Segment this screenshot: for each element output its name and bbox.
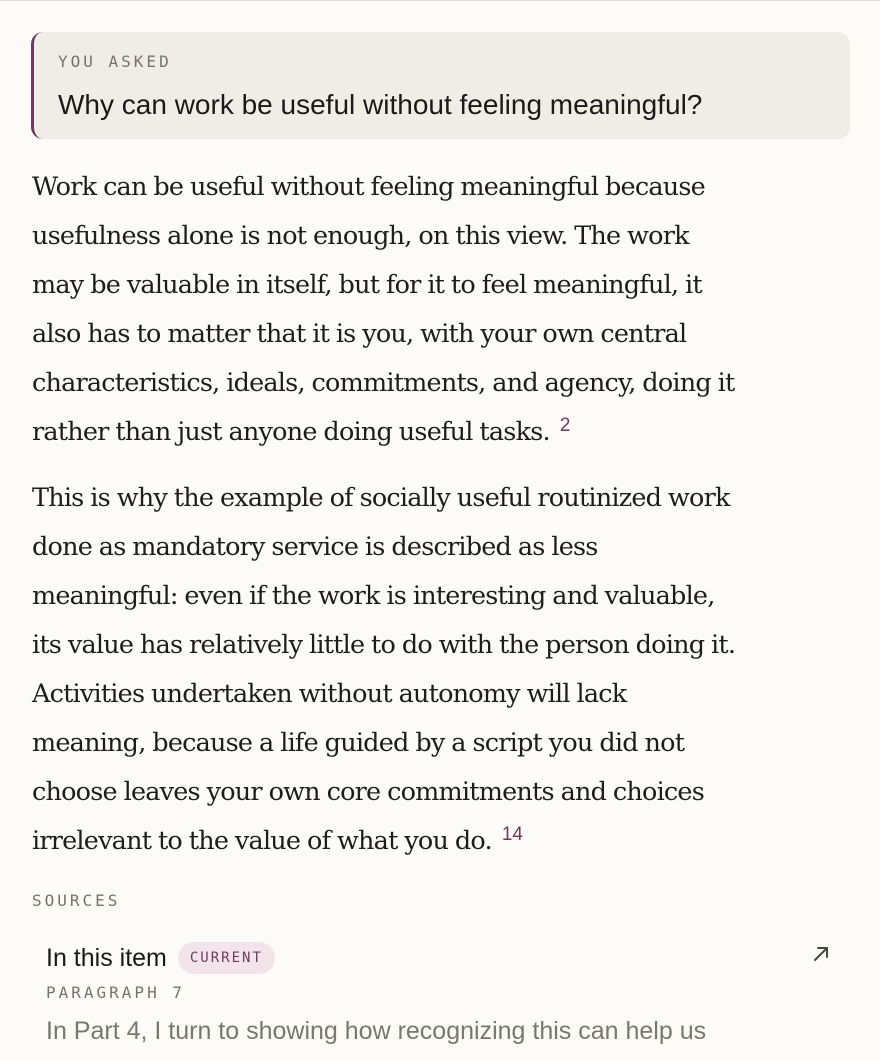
paragraph-reference: PARAGRAPH 7 [46, 983, 185, 1002]
answer-line: characteristics, ideals, commitments, and agency, doing it [32, 368, 735, 398]
source-card[interactable] [31, 926, 850, 1060]
answer-line: usefulness alone is not enough, on this view. The work [32, 221, 689, 251]
answer-line: done as mandatory service is described as less [32, 532, 598, 562]
answer-line: may be valuable in itself, but for it to feel meaningful, it [32, 270, 702, 300]
answer-line: also has to matter that it is you, with your own central [32, 319, 687, 349]
answer-paragraph-1 [32, 163, 864, 457]
answer-line: its value has relatively little to do with the person doing it. [32, 630, 736, 660]
question-label: YOU ASKED [58, 52, 172, 71]
answer-line: meaning, because a life guided by a script you did not [32, 728, 685, 758]
answer-line-text: irrelevant to the value of what you do. [32, 826, 492, 856]
citation-link[interactable]: 2 [559, 414, 571, 436]
answer-line: Work can be useful without feeling meaningful because [32, 172, 705, 202]
answer-line: This is why the example of socially useful routinized work [32, 483, 730, 513]
arrow-up-right-icon[interactable] [809, 942, 833, 966]
citation-link[interactable]: 14 [501, 823, 523, 845]
sources-label: SOURCES [32, 891, 121, 910]
top-divider [0, 0, 880, 1]
answer-line: meaningful: even if the work is interesting and valuable, [32, 581, 715, 611]
question-card [31, 32, 850, 139]
source-snippet: In Part 4, I turn to showing how recognizing this can help us [46, 1017, 707, 1045]
answer-paragraph-2 [32, 474, 864, 866]
source-title-row [46, 942, 275, 974]
answer-line-last [32, 408, 864, 457]
answer-line: Activities undertaken without autonomy will lack [32, 679, 627, 709]
source-title: In this item [46, 944, 167, 972]
answer-line-text: rather than just anyone doing useful tasks. [32, 417, 550, 447]
answer-line-last [32, 817, 864, 866]
current-badge: CURRENT [178, 942, 275, 974]
question-text: Why can work be useful without feeling meaningful? [58, 89, 703, 120]
answer-line: choose leaves your own core commitments and choices [32, 777, 704, 807]
arrow-up-right-icon-svg [809, 942, 833, 966]
